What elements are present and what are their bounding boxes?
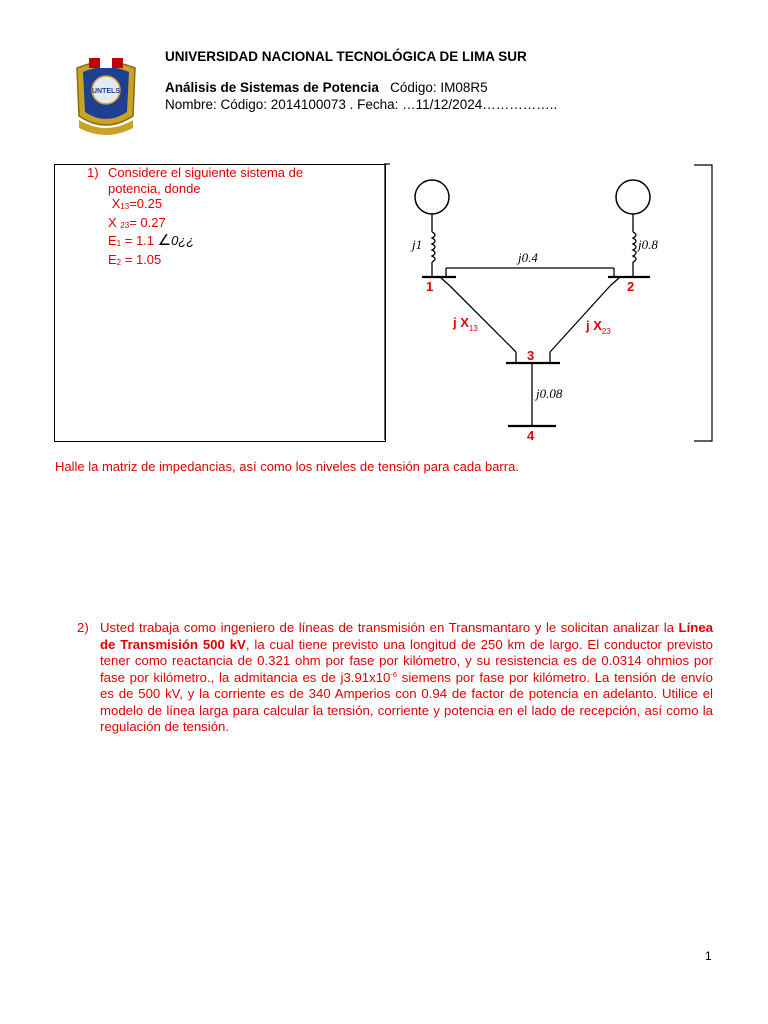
- question2-number: 2): [77, 620, 89, 635]
- inductor2-icon: [633, 232, 636, 262]
- line13-label: j $X_{13}$: [453, 315, 478, 333]
- generator2-icon: [616, 180, 650, 214]
- question2-body: Usted trabaja como ingeniero de líneas de transmisión en Transmantaro y le solicitan analizar la Línea de Transmisión 500 kV, la cual tiene previsto una longitud de 250 km de largo. El conductor previsto tener como reactancia de 0.321 ohm por fase por kilómetro, y su resistencia es de 0.0314 ohmios por fase por kilómetro., la admitancia es de $j3.91x10^{-6}$ siemens por fase por kilómetro. La tensión de envío es de 500 kV, y la corriente es de 340 Amperios con 0.94 de factor de potencia en adelanto. Utilice el modelo de línea larga para calcular la tensión, corriente y potencia en el lado de recepción, así como la regulación de tensión.: [100, 620, 714, 734]
- question1-number: 1): [87, 165, 99, 180]
- logo-text: UNTELS: [92, 88, 120, 95]
- line34-label: j0.08: [536, 386, 563, 401]
- bus1-label: 1: [426, 279, 434, 294]
- param-x23: X $_{23}$= 0.27: [108, 214, 166, 230]
- question1-parameters: [108, 196, 194, 270]
- course-line: [165, 80, 488, 95]
- course-code: Código: IM08R5: [390, 80, 488, 95]
- gen2-reactance-label: j0.8: [638, 237, 658, 252]
- question2-line-name: Línea de Transmisión 500 kV: [100, 620, 713, 652]
- line12-label: j0.4: [518, 250, 538, 265]
- page-number: 1: [705, 949, 712, 963]
- question1-box: [54, 164, 386, 442]
- student-line: Nombre: Código: 2014100073 . Fecha: …11/12/2024……………..: [165, 97, 558, 112]
- question2: [77, 620, 713, 736]
- university-logo: [69, 50, 143, 136]
- param-x13: $X_{13}=0.25$: [111, 196, 163, 211]
- university-title: UNIVERSIDAD NACIONAL TECNOLÓGICA DE LIMA SUR: [165, 49, 527, 64]
- power-system-diagram: [384, 160, 719, 445]
- param-e2: $E_2 = 1.05$: [108, 251, 162, 267]
- question2-exponent: -6: [390, 669, 398, 679]
- inductor1-icon: [432, 232, 435, 262]
- question1-ask: Halle la matriz de impedancias, así como los niveles de tensión para cada barra.: [55, 459, 519, 474]
- param-e1: $E_1 = 1.1$ ∠0¿¿: [108, 232, 195, 249]
- generator1-icon: [415, 180, 449, 214]
- bus4-label: 4: [527, 428, 535, 443]
- bus2-label: 2: [627, 279, 635, 294]
- course-name: Análisis de Sistemas de Potencia: [165, 80, 379, 95]
- bus3-label: 3: [527, 348, 535, 363]
- diagram-bracket: [694, 165, 712, 441]
- gen1-reactance-label: j1: [412, 237, 423, 252]
- line23-label: j $X_{23}$: [586, 318, 611, 336]
- question1-text: Considere el siguiente sistema de potencia, donde: [108, 165, 304, 196]
